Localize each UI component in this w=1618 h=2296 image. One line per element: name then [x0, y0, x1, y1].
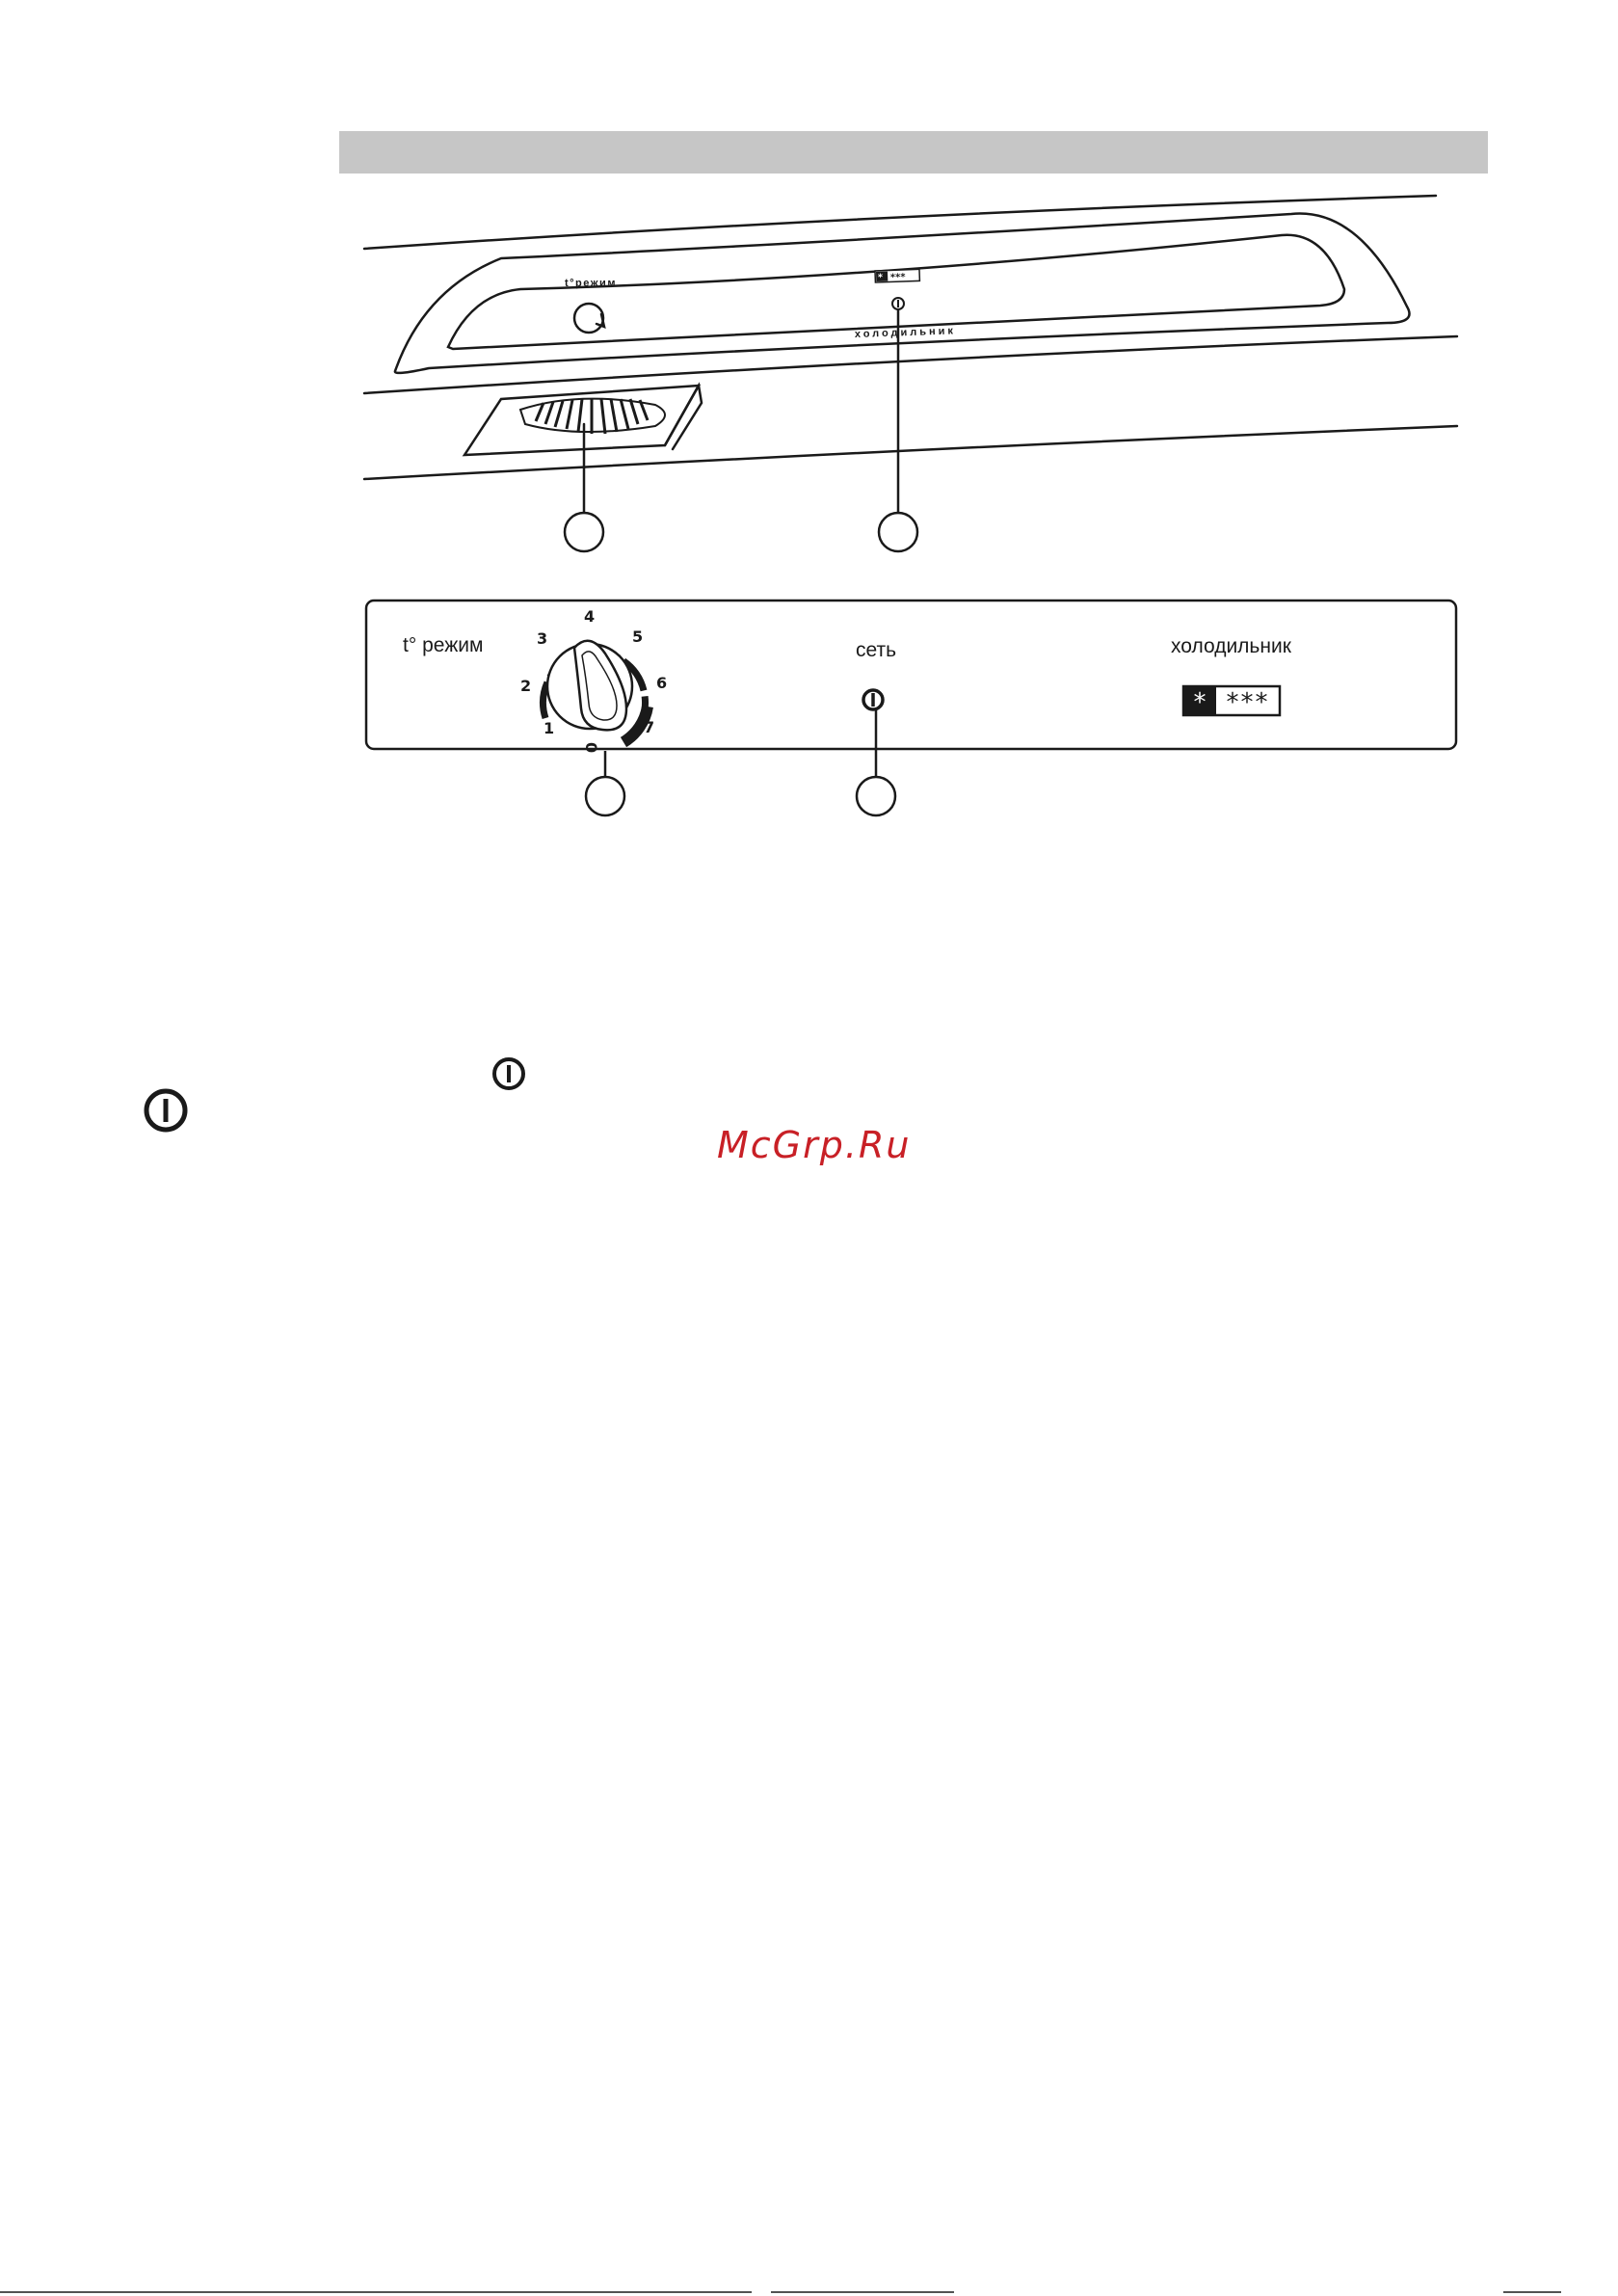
dial-number-5: 5	[632, 627, 644, 646]
callout-circle-2	[879, 513, 917, 551]
dial-number-2: 2	[520, 677, 532, 695]
callout-circle-4	[857, 777, 895, 815]
knob-housing-side	[665, 386, 702, 449]
panel3d-power-icon	[892, 298, 904, 309]
dial-number-7: 7	[644, 718, 655, 736]
star-freezer-icon	[1183, 686, 1280, 717]
knob-3d-circle	[574, 304, 603, 333]
flat-network-label: сеть	[856, 639, 897, 661]
inline-power-icon	[494, 1059, 523, 1088]
panel3d-knob-label: t°режим	[565, 278, 617, 289]
dial-number-3: 3	[537, 629, 548, 648]
dial-number-1: 1	[544, 719, 555, 737]
dial-number-4: 4	[584, 607, 596, 626]
svg-text:***: ***	[889, 272, 906, 283]
dial-number-0: 0	[582, 742, 600, 754]
flat-panel-frame	[366, 601, 1456, 749]
panel-top-edge	[364, 196, 1436, 249]
panel3d-fridge-label: холодильник	[854, 325, 957, 340]
callout-circle-3	[586, 777, 624, 815]
dial-number-6: 6	[656, 674, 668, 692]
watermark: McGrp.Ru	[717, 1124, 912, 1166]
panel3d-stars-badge	[875, 269, 919, 283]
flat-dial-label: t° режим	[403, 634, 484, 656]
star-rest: ***	[1226, 688, 1270, 717]
margin-power-icon	[146, 1091, 185, 1130]
star-first: *	[1193, 688, 1207, 717]
callout-circle-1	[565, 513, 603, 551]
flat-fridge-label: холодильник	[1171, 635, 1291, 657]
svg-text:*: *	[877, 272, 884, 283]
